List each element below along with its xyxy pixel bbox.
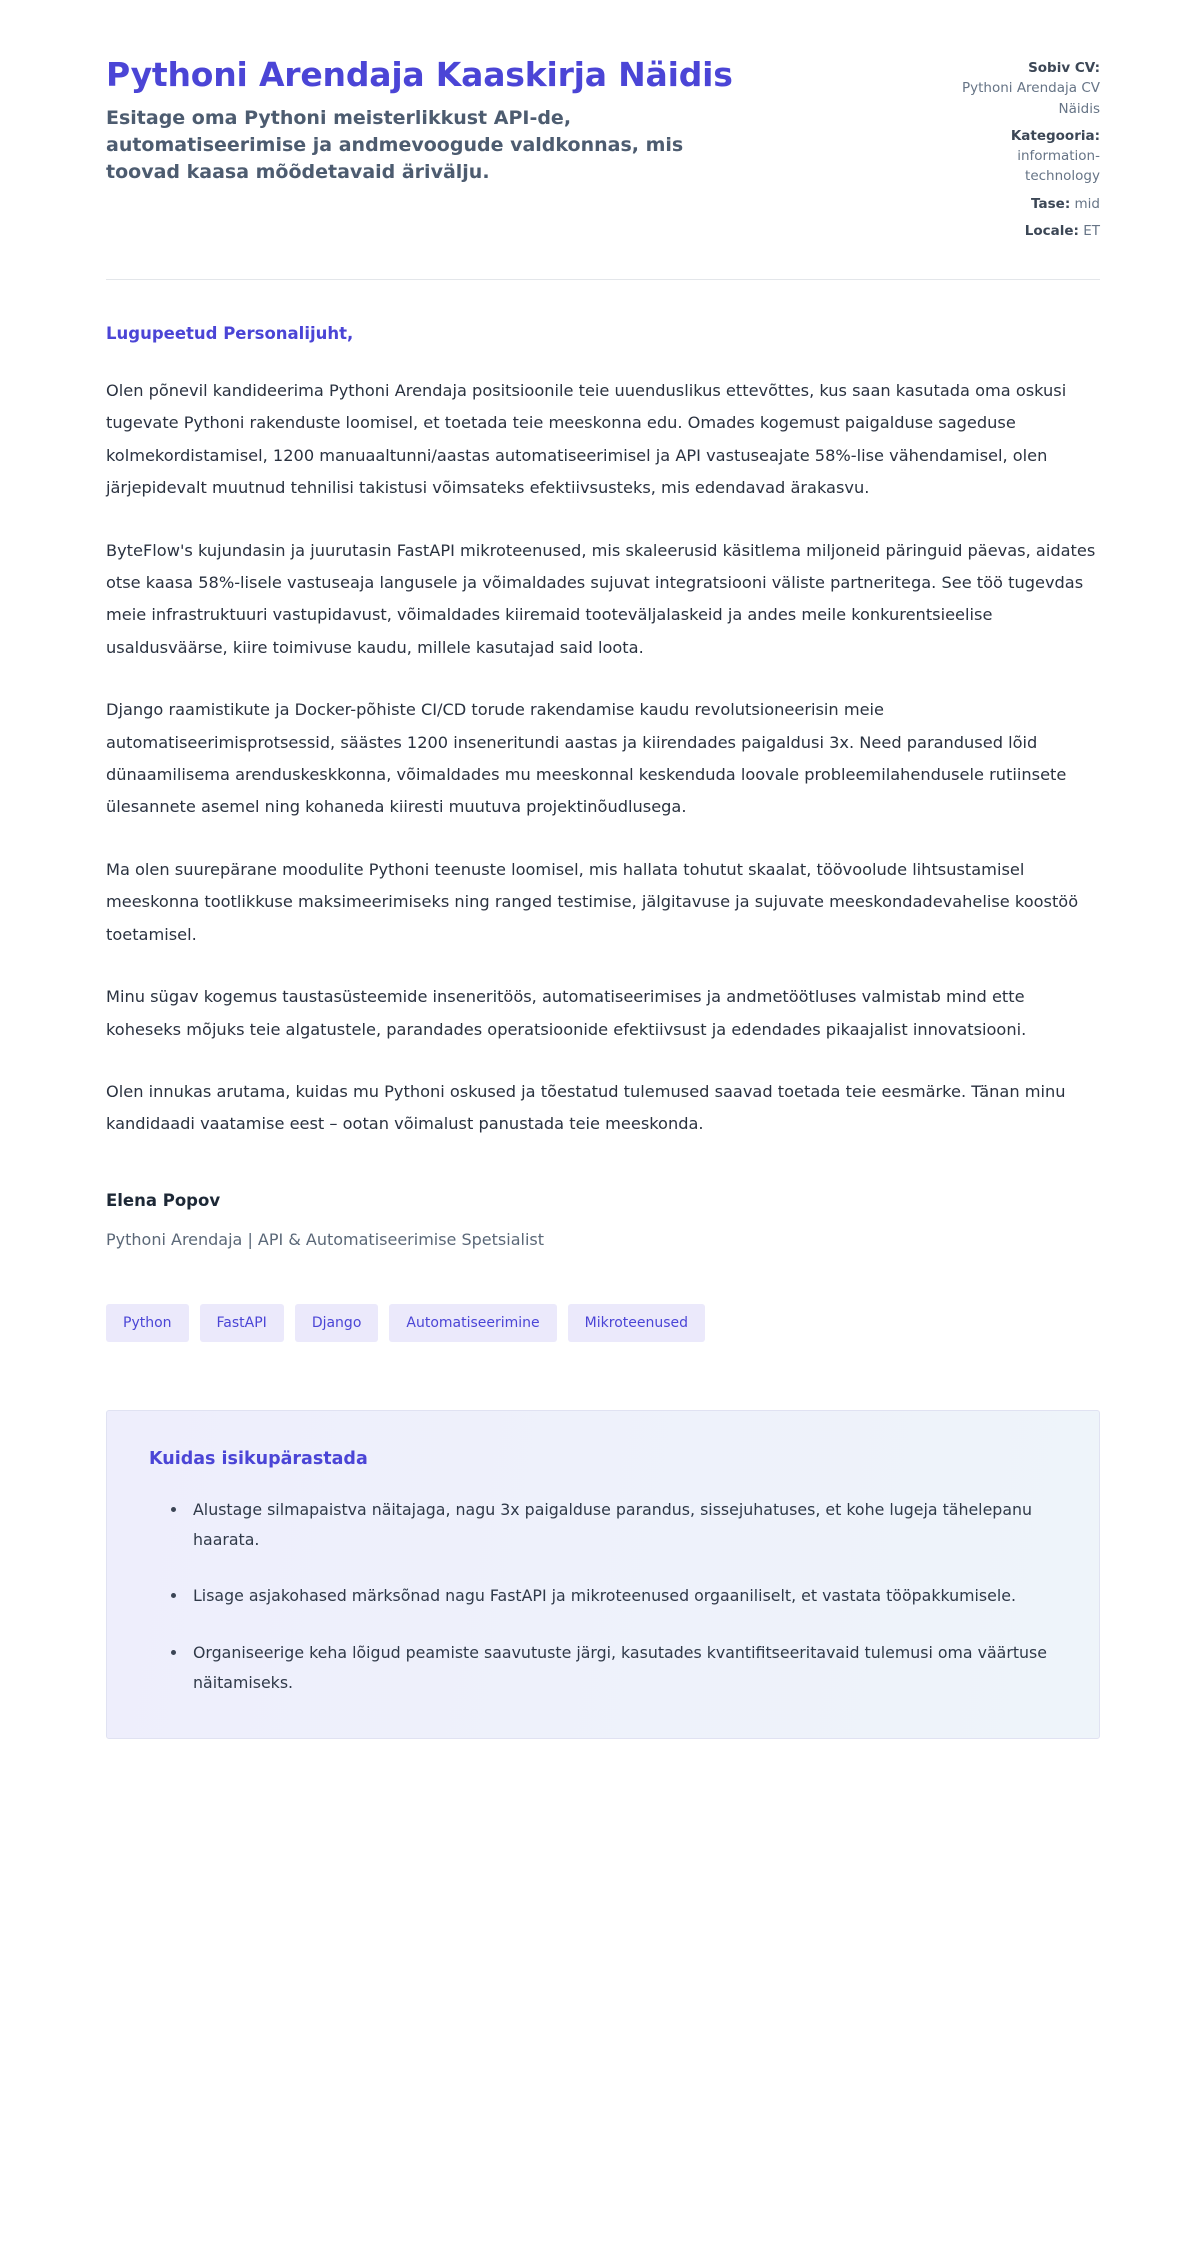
- document-header: [106, 52, 1100, 243]
- meta-locale-label: Locale:: [1024, 222, 1079, 239]
- meta-level-value: mid: [1074, 195, 1100, 212]
- tag-list: [106, 1304, 1100, 1342]
- tag-chip[interactable]: Mikroteenused: [568, 1304, 705, 1342]
- tag-chip[interactable]: Automatiseerimine: [389, 1304, 556, 1342]
- personalization-tips-panel: [106, 1410, 1100, 1740]
- tips-list-item: Organiseerige keha lõigud peamiste saavutuste järgi, kasutades kvantifitseeritavaid tulemusi oma väärtuse näitamiseks.: [171, 1638, 1055, 1699]
- letter-paragraph: ByteFlow's kujundasin ja juurutasin FastAPI mikroteenused, mis skaleerusid käsitlema miljoneid päringuid päevas, aidates otse kaasa 58%-lisele vastuseaja langusele ja võimaldades sujuvat integratsiooni väliste partneritega. See töö tugevdas meie infrastruktuuri vastupidavust, võimaldades kiiremaid tooteväljalaskeid ja andes meile konkurentsieelise usaldusväärse, kiire toimivuse kaudu, millele kasutajad said loota.: [106, 540, 1096, 657]
- tag-chip[interactable]: FastAPI: [200, 1304, 284, 1342]
- meta-matching-cv-label: Sobiv CV:: [1028, 60, 1100, 76]
- letter-paragraph: Olen põnevil kandideerima Pythoni Arendaja positsioonile teie uuenduslikus ettevõttes, kus saan kasutada oma oskusi tugevate Pythoni rakenduste loomisel, et toetada teie meeskonna edu. Omades kogemust paigalduse sageduse kolmekordistamisel, 1200 manuaaltunni/aastas automatiseerimisel ja API vastuseajate 58%-lise vähendamisel, olen järjepidevalt muutnud tehnilisi takistusi võimsateks efektiivsusteks, mis edendavad ärakasvu.: [106, 381, 1067, 498]
- signature-name: Elena Popov: [106, 1190, 221, 1210]
- letter-paragraph: Minu sügav kogemus taustasüsteemide inseneritöös, automatiseerimises ja andmetöötluses valmistab mind ette koheseks mõjuks teie algatustele, parandades operatsioonide efektiivsust ja edendades pikaajalist innovatsiooni.: [106, 987, 1027, 1039]
- meta-category: [950, 126, 1100, 187]
- meta-locale: [950, 221, 1100, 241]
- meta-locale-value: ET: [1083, 222, 1100, 239]
- tag-chip[interactable]: Django: [295, 1304, 379, 1342]
- tips-list-item: Alustage silmapaistva näitajaga, nagu 3x paigalduse parandus, sissejuhatuses, et kohe lugeja tähelepanu haarata.: [171, 1495, 1055, 1556]
- letter-body: [106, 280, 1100, 1739]
- letter-paragraphs: [106, 375, 1100, 1141]
- tips-list: [149, 1495, 1055, 1699]
- tips-title: Kuidas isikupärastada: [149, 1448, 368, 1469]
- header-text-group: [106, 52, 896, 186]
- document-metadata: [950, 52, 1100, 243]
- meta-matching-cv: [950, 58, 1100, 119]
- meta-category-value: information-technology: [1017, 148, 1100, 185]
- meta-matching-cv-value: Pythoni Arendaja CV Näidis: [961, 80, 1100, 117]
- letter-paragraph: Olen innukas arutama, kuidas mu Pythoni oskused ja tõestatud tulemused saavad toetada teie eesmärke. Tänan minu kandidaadi vaatamise eest – ootan võimalust panustada teie meeskonda.: [106, 1081, 1066, 1134]
- page-subtitle: Esitage oma Pythoni meisterlikkust API-de, automatiseerimise ja andmevoogude valdkonnas, mis toovad kaasa mõõdetavaid ärivälju.: [106, 106, 684, 183]
- meta-level-label: Tase:: [1031, 195, 1071, 212]
- tips-list-item: Lisage asjakohased märksõnad nagu FastAPI ja mikroteenused orgaaniliselt, et vastata tööpakkumisele.: [171, 1581, 1055, 1611]
- meta-category-label: Kategooria:: [1010, 127, 1100, 144]
- tag-chip[interactable]: Python: [106, 1304, 189, 1342]
- meta-level: [950, 194, 1100, 214]
- salutation: Lugupeetud Personalijuht,: [106, 324, 354, 343]
- signature-role: Pythoni Arendaja | API & Automatiseerimise Spetsialist: [106, 1229, 544, 1249]
- signature-block: [106, 1191, 1100, 1249]
- page-title: Pythoni Arendaja Kaaskirja Näidis: [106, 55, 733, 94]
- letter-paragraph: Ma olen suurepärane moodulite Pythoni teenuste loomisel, mis hallata tohutut skaalat, töövoolude lihtsustamisel meeskonna tootlikkuse maksimeerimiseks ning ranged testimise, jälgitavuse ja sujuvate meeskondadevahelise koostöö toetamisel.: [106, 859, 1079, 944]
- letter-paragraph: Django raamistikute ja Docker-põhiste CI/CD torude rakendamise kaudu revolutsioneerisin meie automatiseerimisprotsessid, säästes 1200 inseneritundi aastas ja kiirendades paigaldusi 3x. Need parandused lõid dünaamilisema arenduskeskkonna, võimaldades mu meeskonnal keskenduda loovale probleemilahendusele rutiinsete ülesannete asemel ning kohaneda kiiresti muutuva projektinõudlusega.: [106, 700, 1067, 817]
